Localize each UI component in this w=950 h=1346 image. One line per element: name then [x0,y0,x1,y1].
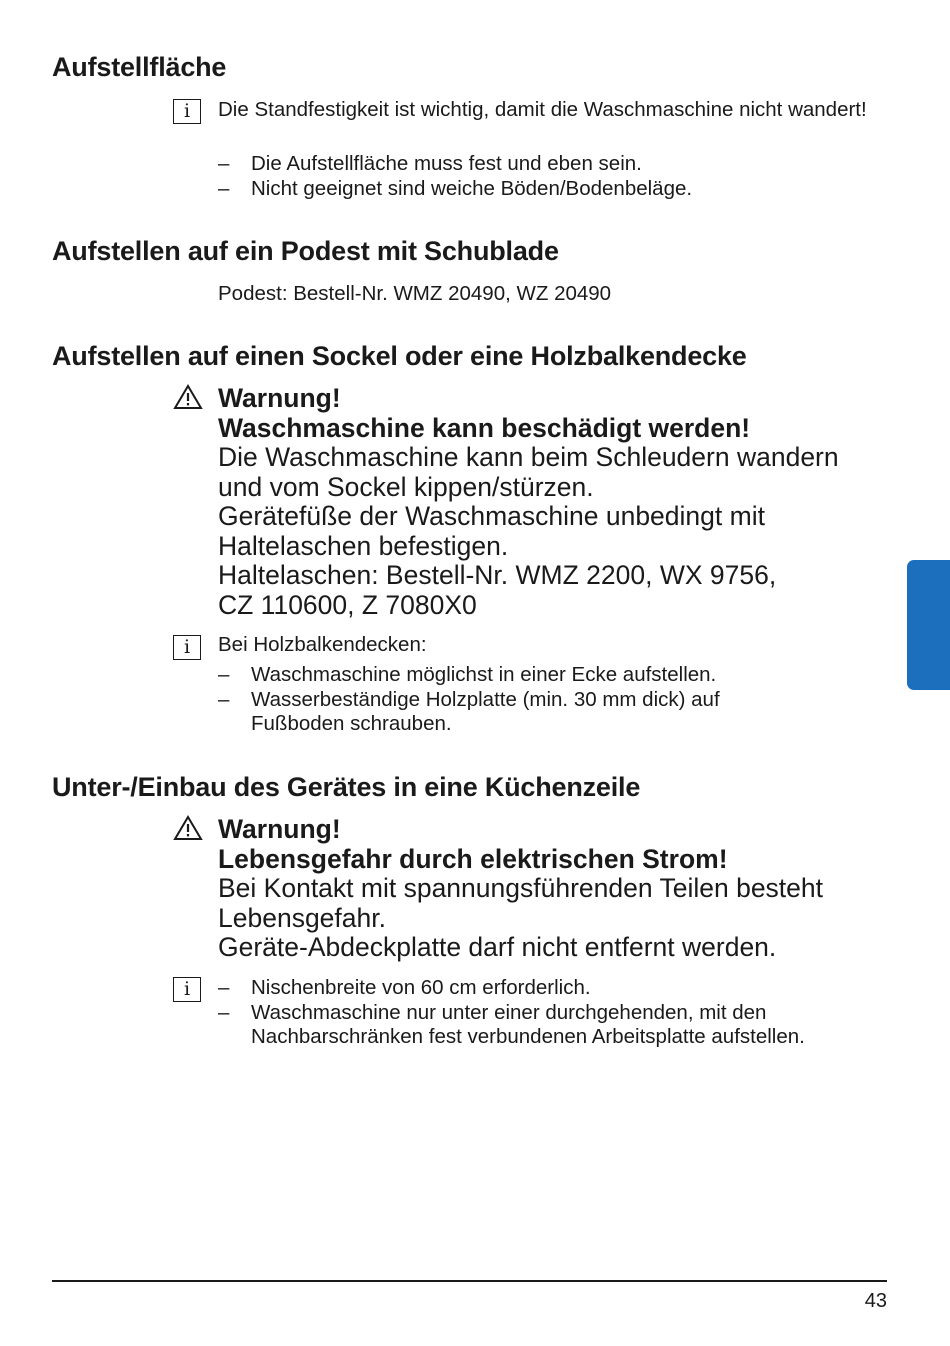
warning-triangle-icon [173,384,203,410]
list-item: – Nicht geeignet sind weiche Böden/Bodenbeläge. [218,176,693,200]
info-icon: i [173,99,201,124]
warning-subtitle: Lebensgefahr durch elektrischen Strom! [218,843,728,874]
info-text-holzbalkendecken: Bei Holzbalkendecken: [218,633,427,656]
info-icon: i [173,977,201,1002]
warning-line: und vom Sockel kippen/stürzen. [218,471,594,502]
info-text-standfestigkeit: Die Standfestigkeit ist wichtig, damit die Waschmaschine nicht wandert! [218,98,867,121]
warning-line: CZ 110600, Z 7080X0 [218,589,477,620]
heading-aufstellflaeche: Aufstellfläche [52,52,227,82]
dash-icon: – [218,687,230,711]
list-item: – Wasserbeständige Holzplatte (min. 30 mm dick) auf Fußboden schrauben. [218,687,720,735]
dash-icon: – [218,663,230,686]
bullet-list-aufstellflaeche [218,152,898,201]
footer-divider [52,1280,887,1282]
text-podest-bestellnummer: Podest: Bestell-Nr. WMZ 20490, WZ 20490 [218,282,612,305]
info-icon: i [173,635,201,660]
heading-podest: Aufstellen auf ein Podest mit Schublade [52,236,559,266]
heading-sockel-holzbalkendecke: Aufstellen auf einen Sockel oder eine Holzbalkendecke [52,341,747,371]
warning-line: Die Waschmaschine kann beim Schleudern wandern [218,442,839,472]
warning-line: Haltelaschen befestigen. [218,530,509,561]
warning-title: Warnung! [218,383,341,413]
bullet-list-holzbalkendecken [218,663,818,737]
warning-line: Bei Kontakt mit spannungsführenden Teilen besteht [218,873,824,903]
list-item: – Waschmaschine nur unter einer durchgehenden, mit den Nachbarschränken fest verbundenen Arbeitsplatte aufstellen. [218,1000,805,1048]
warning-subtitle: Waschmaschine kann beschädigt werden! [218,412,751,443]
list-item: – Nischenbreite von 60 cm erforderlich. [218,976,591,999]
warning-block-strom [218,815,823,963]
dash-icon: – [218,176,230,200]
warning-block-sockel [218,384,839,620]
dash-icon: – [218,152,230,175]
chapter-tab-marker [907,560,950,690]
list-item: – Waschmaschine möglichst in einer Ecke aufstellen. [218,663,717,686]
heading-einbau-kuechenzeile: Unter-/Einbau des Gerätes in eine Küchenzeile [52,772,641,802]
warning-line: Gerätefüße der Waschmaschine unbedingt mit [218,501,765,531]
warning-line: Lebensgefahr. [218,902,386,933]
dash-icon: – [218,1000,230,1024]
warning-triangle-icon [173,815,203,841]
warning-line: Haltelaschen: Bestell-Nr. WMZ 2200, WX 9756, [218,560,777,590]
dash-icon: – [218,976,230,999]
bullet-list-kuechenzeile [218,976,908,1050]
warning-title: Warnung! [218,814,341,844]
warning-line: Geräte-Abdeckplatte darf nicht entfernt werden. [218,932,777,962]
page-number: 43 [864,1290,887,1312]
list-item: – Die Aufstellfläche muss fest und eben sein. [218,152,642,175]
